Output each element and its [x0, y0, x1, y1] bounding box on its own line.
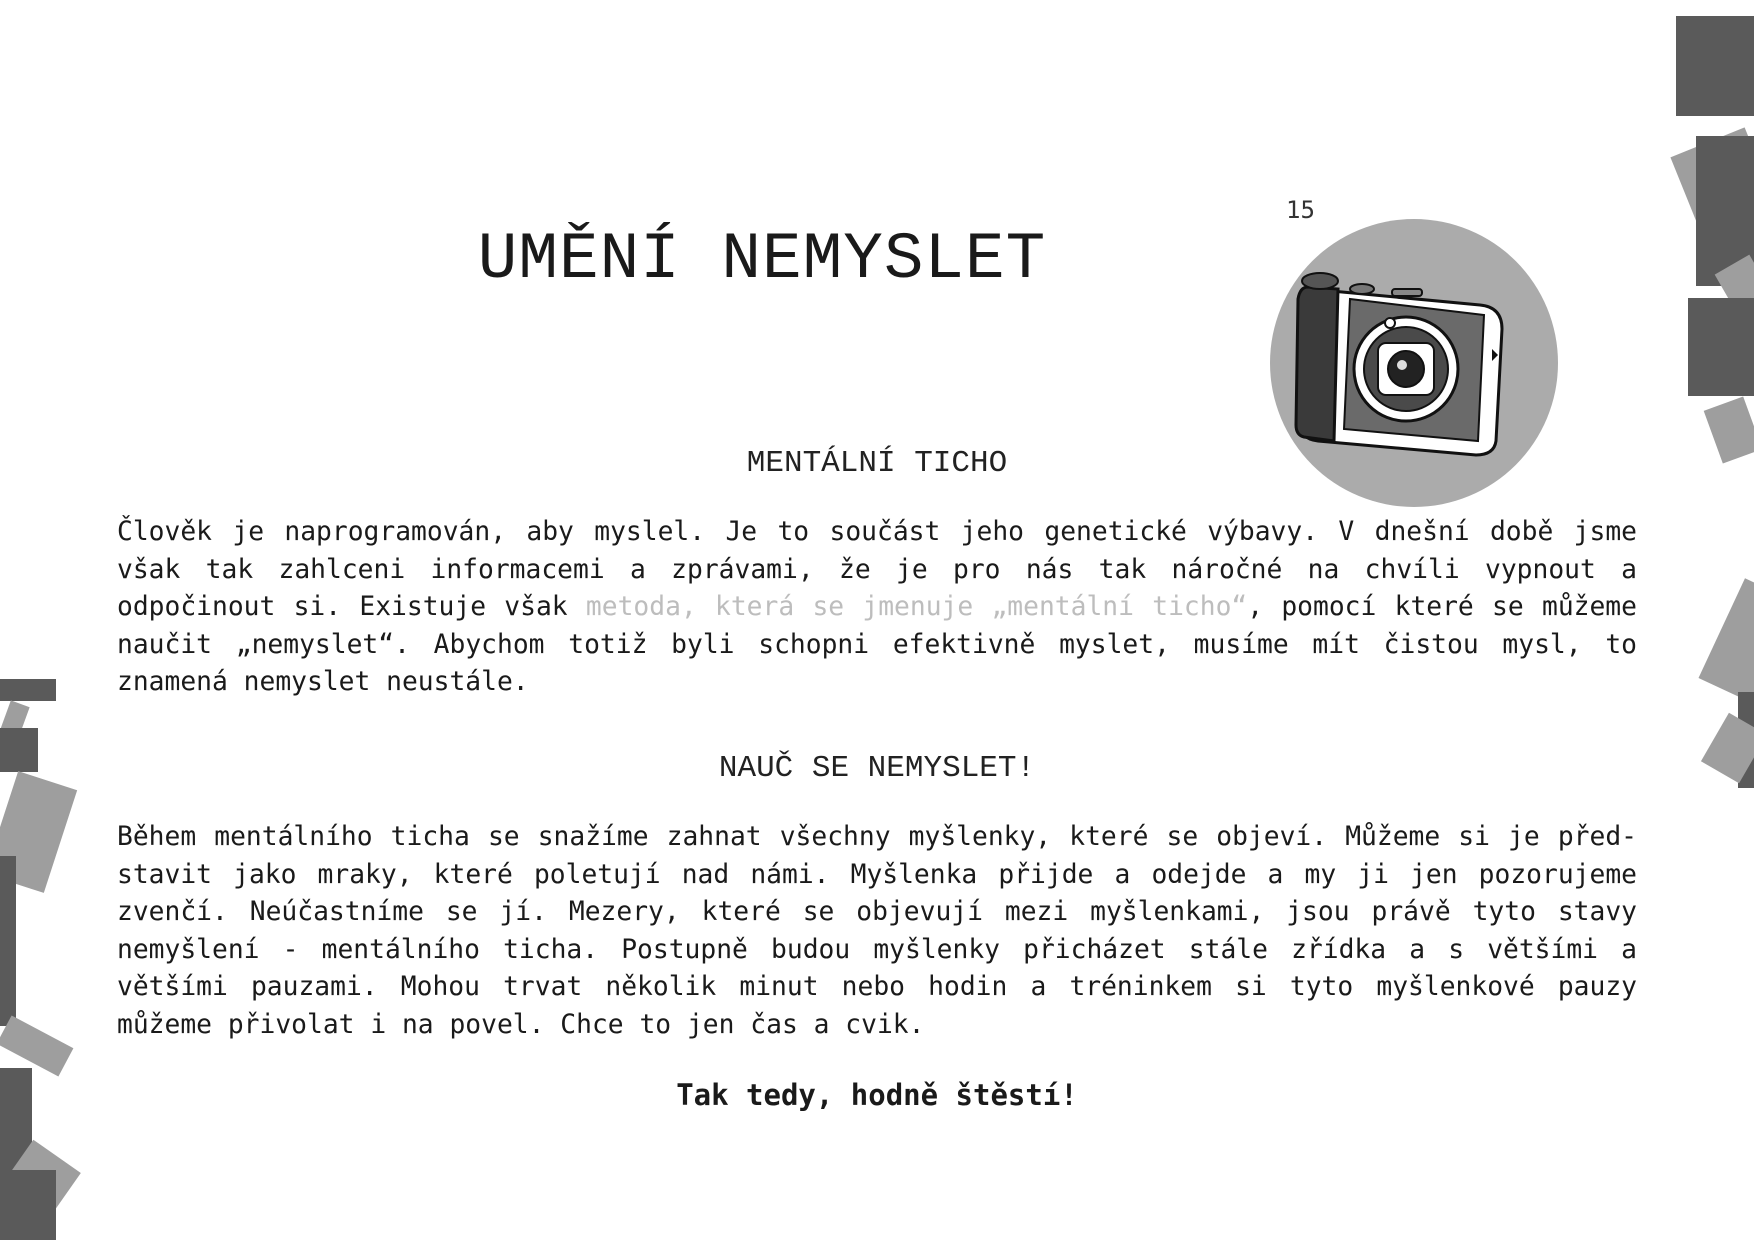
paragraph-nauc-se-nemyslet: Během mentálního ticha se snažíme zahnat všechny myšlenky, které se objeví. Můžeme si je představit jako mraky, které poletují nad námi. Myšlenka přijde a odejde a my ji jen pozorujeme zvenčí. Neúčastníme se jí. Mezery, které se objevují mezi myšlenkami, jsou právě tyto stavy nemyšlení - mentálního ticha. Postupně budou myšlenky přicházet stále zřídka a s většími a většími pauzami. Mohou trvat několik minut nebo hodin a tréninkem si tyto myšlenkové pauzy můžeme přivolat i na povel. Chce to jen čas a cvik. — [117, 822, 1637, 1040]
page-number: 15 — [1286, 196, 1315, 224]
section-heading-nauc-se-nemyslet: NAUČ SE NEMYSLET! — [718, 751, 1036, 786]
page-title: UMĚNÍ NEMYSLET — [477, 222, 1047, 297]
paragraph-text: Člověk je naprogramován, aby myslel. Je to součást jeho genetické výbavy. V dnešní době jsme však tak zahlceni informacemi a zprávami, že je pro nás tak náročné na chvíli vypnout a odpočinout si. Existuje však — [117, 517, 1637, 622]
decor-block — [1676, 16, 1754, 116]
decor-block — [0, 728, 38, 772]
decor-block — [0, 1170, 56, 1240]
decor-block — [1688, 298, 1754, 396]
closing-line: Tak tedy, hodně štěstí! — [676, 1078, 1078, 1112]
paragraph-mentalni-ticho — [117, 514, 1637, 702]
decor-block — [0, 856, 16, 1026]
paragraph-text: , pomocí které se můžeme naučit „nemyslet“. Abychom totiž byli schopni efektivně myslet, musíme mít čistou mysl, to znamená nemyslet neustále. — [117, 592, 1637, 697]
section-heading-mentalni-ticho: MENTÁLNÍ TICHO — [746, 446, 1008, 481]
decor-block — [0, 679, 56, 701]
decor-block — [1704, 397, 1754, 464]
highlighted-phrase: metoda, která se jmenuje „mentální ticho“ — [585, 592, 1248, 622]
